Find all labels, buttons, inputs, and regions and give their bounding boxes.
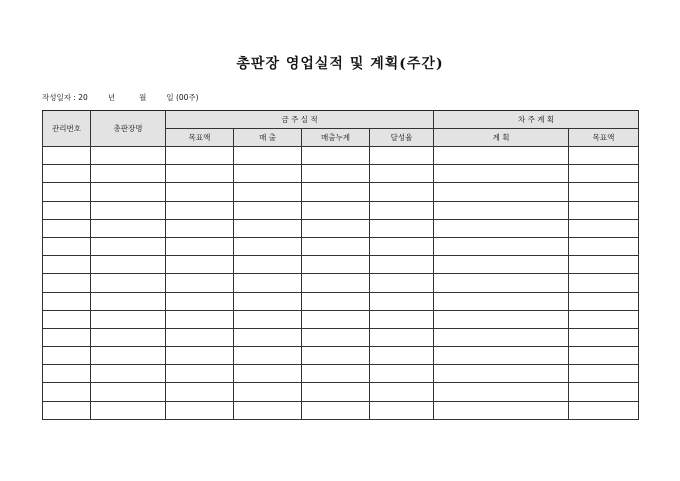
table-cell[interactable]: [234, 183, 302, 201]
table-cell[interactable]: [43, 365, 91, 383]
table-cell[interactable]: [91, 201, 166, 219]
header-dealer-name: 총판장명: [91, 111, 166, 147]
table-cell[interactable]: [234, 401, 302, 419]
table-cell[interactable]: [166, 328, 234, 346]
table-cell[interactable]: [370, 274, 434, 292]
table-cell[interactable]: [43, 383, 91, 401]
table-cell[interactable]: [166, 365, 234, 383]
table-cell[interactable]: [569, 201, 639, 219]
table-cell[interactable]: [302, 183, 370, 201]
table-cell[interactable]: [434, 347, 569, 365]
table-cell[interactable]: [370, 310, 434, 328]
table-cell[interactable]: [302, 147, 370, 165]
table-cell[interactable]: [434, 256, 569, 274]
table-cell[interactable]: [370, 237, 434, 255]
table-cell[interactable]: [569, 219, 639, 237]
table-cell[interactable]: [234, 365, 302, 383]
table-cell[interactable]: [569, 310, 639, 328]
document-title: 총판장 영업실적 및 계획(주간): [236, 56, 444, 72]
table-cell[interactable]: [434, 328, 569, 346]
table-cell[interactable]: [43, 347, 91, 365]
table-cell[interactable]: [91, 328, 166, 346]
table-row: [43, 237, 639, 255]
table-row: [43, 165, 639, 183]
table-cell[interactable]: [434, 365, 569, 383]
table-cell[interactable]: [370, 347, 434, 365]
table-cell[interactable]: [569, 347, 639, 365]
table-cell[interactable]: [302, 328, 370, 346]
year-label: 년: [107, 93, 116, 102]
table-cell[interactable]: [91, 256, 166, 274]
table-cell[interactable]: [43, 292, 91, 310]
table-cell[interactable]: [302, 401, 370, 419]
table-cell[interactable]: [166, 165, 234, 183]
table-cell[interactable]: [166, 237, 234, 255]
table-cell[interactable]: [569, 183, 639, 201]
table-cell[interactable]: [166, 256, 234, 274]
table-cell[interactable]: [43, 237, 91, 255]
table-cell[interactable]: [370, 401, 434, 419]
table-cell[interactable]: [166, 274, 234, 292]
table-cell[interactable]: [91, 183, 166, 201]
date-prefix: 작성일자 : 20: [42, 93, 88, 102]
header-this-week-results: 금 주 실 적: [166, 111, 434, 129]
table-cell[interactable]: [166, 201, 234, 219]
table-cell[interactable]: [91, 147, 166, 165]
table-cell[interactable]: [370, 219, 434, 237]
table-cell[interactable]: [43, 201, 91, 219]
table-cell[interactable]: [569, 328, 639, 346]
table-cell[interactable]: [370, 201, 434, 219]
table-cell[interactable]: [43, 219, 91, 237]
table-row: [43, 328, 639, 346]
table-row: [43, 183, 639, 201]
table-cell[interactable]: [569, 292, 639, 310]
table-row: [43, 201, 639, 219]
table-cell[interactable]: [234, 292, 302, 310]
table-cell[interactable]: [91, 310, 166, 328]
table-cell[interactable]: [166, 219, 234, 237]
table-row: [43, 147, 639, 165]
table-cell[interactable]: [43, 310, 91, 328]
table-cell[interactable]: [234, 165, 302, 183]
table-cell[interactable]: [569, 365, 639, 383]
table-cell[interactable]: [370, 256, 434, 274]
table-cell[interactable]: [234, 256, 302, 274]
header-sales: 매 출: [234, 129, 302, 147]
table-cell[interactable]: [302, 165, 370, 183]
table-cell[interactable]: [91, 237, 166, 255]
table-cell[interactable]: [569, 274, 639, 292]
table-cell[interactable]: [91, 365, 166, 383]
table-cell[interactable]: [434, 237, 569, 255]
header-next-week-plan: 차 주 계 획: [434, 111, 639, 129]
table-cell[interactable]: [569, 165, 639, 183]
table-cell[interactable]: [569, 383, 639, 401]
table-cell[interactable]: [43, 274, 91, 292]
table-cell[interactable]: [43, 183, 91, 201]
table-cell[interactable]: [234, 310, 302, 328]
table-cell[interactable]: [370, 183, 434, 201]
table-cell[interactable]: [370, 383, 434, 401]
table-cell[interactable]: [434, 292, 569, 310]
table-cell[interactable]: [434, 401, 569, 419]
table-cell[interactable]: [91, 165, 166, 183]
table-cell[interactable]: [302, 256, 370, 274]
table-cell[interactable]: [302, 383, 370, 401]
table-cell[interactable]: [91, 383, 166, 401]
table-cell[interactable]: [302, 365, 370, 383]
day-week-label: 일 (00주): [166, 93, 199, 102]
table-cell[interactable]: [91, 274, 166, 292]
table-cell[interactable]: [166, 401, 234, 419]
report-body: [43, 147, 639, 420]
table-cell[interactable]: [434, 165, 569, 183]
table-cell[interactable]: [166, 310, 234, 328]
table-cell[interactable]: [569, 401, 639, 419]
table-cell[interactable]: [43, 256, 91, 274]
table-cell[interactable]: [434, 201, 569, 219]
table-row: [43, 256, 639, 274]
table-row: [43, 292, 639, 310]
table-cell[interactable]: [434, 219, 569, 237]
table-cell[interactable]: [234, 237, 302, 255]
table-cell[interactable]: [434, 310, 569, 328]
table-cell[interactable]: [166, 183, 234, 201]
table-row: [43, 365, 639, 383]
table-cell[interactable]: [43, 147, 91, 165]
table-cell[interactable]: [91, 219, 166, 237]
header-achievement-rate: 달성율: [370, 129, 434, 147]
table-cell[interactable]: [166, 347, 234, 365]
table-cell[interactable]: [302, 274, 370, 292]
table-cell[interactable]: [302, 292, 370, 310]
table-cell[interactable]: [234, 274, 302, 292]
table-cell[interactable]: [234, 147, 302, 165]
table-cell[interactable]: [43, 328, 91, 346]
header-plan: 계 획: [434, 129, 569, 147]
table-cell[interactable]: [434, 274, 569, 292]
table-cell[interactable]: [434, 183, 569, 201]
table-cell[interactable]: [91, 292, 166, 310]
table-cell[interactable]: [166, 292, 234, 310]
table-row: [43, 274, 639, 292]
table-cell[interactable]: [234, 383, 302, 401]
table-cell[interactable]: [370, 165, 434, 183]
table-cell[interactable]: [302, 347, 370, 365]
table-row: [43, 310, 639, 328]
table-cell[interactable]: [302, 310, 370, 328]
table-cell[interactable]: [302, 237, 370, 255]
table-cell[interactable]: [43, 401, 91, 419]
header-cumulative-sales: 매출누계: [302, 129, 370, 147]
table-cell[interactable]: [234, 219, 302, 237]
table-cell[interactable]: [166, 147, 234, 165]
table-cell[interactable]: [91, 347, 166, 365]
table-cell[interactable]: [43, 165, 91, 183]
table-cell[interactable]: [569, 147, 639, 165]
header-target: 목표액: [166, 129, 234, 147]
table-cell[interactable]: [302, 219, 370, 237]
date-line: [42, 93, 199, 103]
table-cell[interactable]: [166, 383, 234, 401]
table-cell[interactable]: [370, 328, 434, 346]
header-next-target: 목표액: [569, 129, 639, 147]
month-label: 월: [139, 93, 147, 102]
table-row: [43, 383, 639, 401]
table-row: [43, 219, 639, 237]
table-cell[interactable]: [569, 256, 639, 274]
sales-report-table: [42, 110, 639, 420]
table-cell[interactable]: [370, 365, 434, 383]
table-cell[interactable]: [370, 147, 434, 165]
table-cell[interactable]: [234, 201, 302, 219]
table-cell[interactable]: [302, 201, 370, 219]
header-mgmt-no: 관리번호: [43, 111, 91, 147]
table-row: [43, 401, 639, 419]
table-cell[interactable]: [434, 383, 569, 401]
table-cell[interactable]: [434, 147, 569, 165]
table-cell[interactable]: [234, 347, 302, 365]
table-cell[interactable]: [569, 237, 639, 255]
table-row: [43, 347, 639, 365]
table-cell[interactable]: [234, 328, 302, 346]
table-cell[interactable]: [91, 401, 166, 419]
table-cell[interactable]: [370, 292, 434, 310]
